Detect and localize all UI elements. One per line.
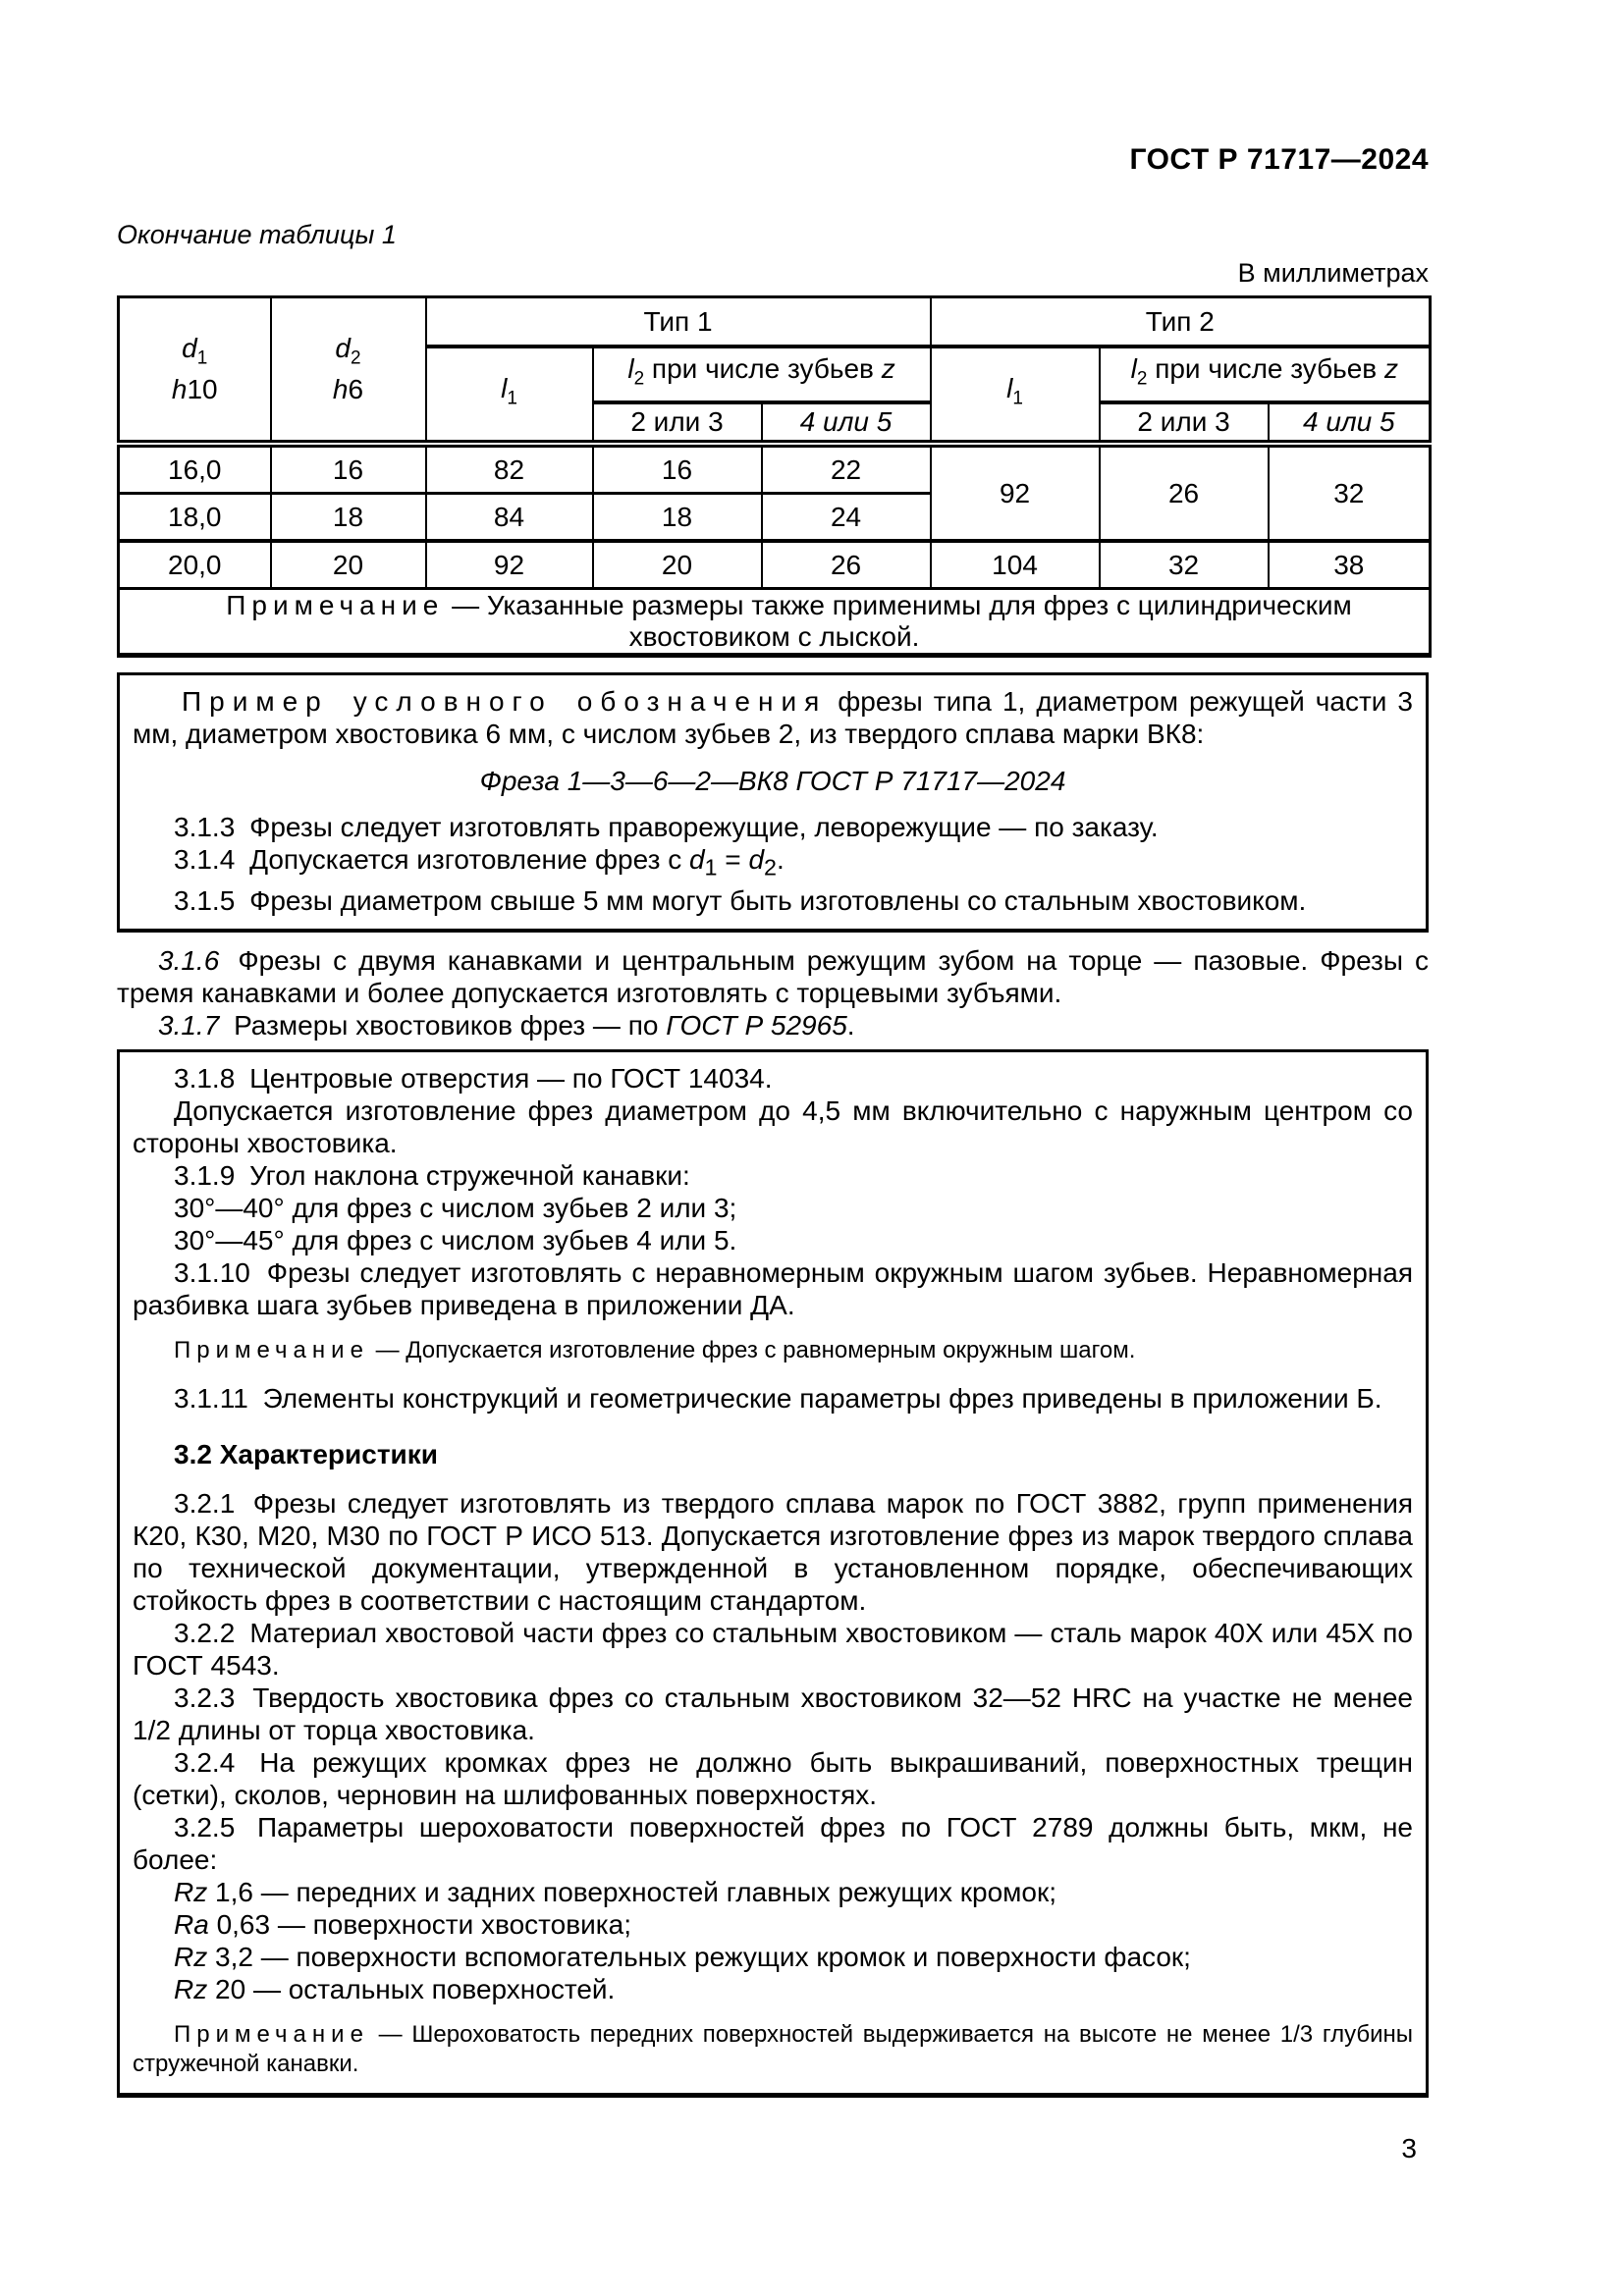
d2-symbol: $d_2$ (335, 332, 361, 369)
paragraph-3-2-4: 3.2.4 На режущих кромках фрез не должно быть выкрашиваний, поверхностных трещин (сетки), сколов, черновин на шлифованных поверхностях. (133, 1746, 1413, 1810)
roughness-item-2: Ra 0,63 — поверхности хвостовика; (174, 1908, 631, 1940)
header-cell-d1 (119, 297, 271, 445)
cell-t1-z23: 20 (593, 541, 762, 589)
dimensions-table (117, 295, 1432, 658)
cell-t2-l1-merged: 92 (931, 444, 1100, 541)
cell-t1-l1: 92 (426, 541, 593, 589)
paragraph-3-2-3: 3.2.3 Твердость хвостовика фрез со стальным хвостовиком 32—52 HRC на участке не менее 1/2 длины от торца хвостовика. (133, 1682, 1414, 1745)
cell-t2-l1: 104 (931, 541, 1100, 589)
roughness-item-1: Rz 1,6 — передних и задних поверхностей главных режущих кромок; (174, 1876, 1057, 1907)
page-number: 3 (1401, 2132, 1417, 2163)
roughness-item-3: Rz 3,2 — поверхности вспомогательных режущих кромок и поверхности фасок; (174, 1941, 1191, 1972)
paragraph-3-2-2: 3.2.2 Материал хвостовой части фрез со стальным хвостовиком — сталь марок 40Х или 45Х по ГОСТ 4543. (133, 1617, 1413, 1681)
cell-t2-z45-merged: 32 (1269, 444, 1431, 541)
paragraph-3-1-9: 3.1.9 Угол наклона стружечной канавки: (174, 1159, 690, 1191)
cell-t1-z45: 22 (762, 444, 931, 494)
d2-tolerance: h6 (332, 374, 364, 405)
paragraph-3-1-7: 3.1.7 Размеры хвостовиков фрез — по ГОСТ Р 52965. (158, 1009, 855, 1041)
cell-t2-z45: 38 (1269, 541, 1431, 589)
cell-d1: 20,0 (119, 541, 271, 589)
header-cell-teeth45-type2: 4 или 5 (1269, 402, 1431, 444)
table-note-row (119, 589, 1431, 656)
header-cell-teeth45-type1: 4 или 5 (762, 402, 931, 444)
paragraph-3-1-10: 3.1.10 Фрезы следует изготовлять с неравномерным окружным шагом зубьев. Неравномерная разбивка шага зубьев приведена в приложении ДА. (133, 1256, 1413, 1320)
cell-t2-z23-merged: 26 (1100, 444, 1269, 541)
table-header-row-1 (119, 297, 1431, 347)
paragraph-3-1-5: 3.1.5 Фрезы диаметром свыше 5 мм могут быть изготовлены со стальным хвостовиком. (174, 884, 1307, 916)
paragraph-3-1-8: 3.1.8 Центровые отверстия — по ГОСТ 14034. (174, 1062, 773, 1094)
cell-t1-z23: 18 (593, 494, 762, 542)
cell-d1: 18,0 (119, 494, 271, 542)
example-label: Пример условного обозначения (182, 686, 828, 717)
cell-t2-z23: 32 (1100, 541, 1269, 589)
paragraph-3-1-9-item-2: 30°—45° для фрез с числом зубьев 4 или 5. (174, 1224, 737, 1255)
d1-symbol: $d_1$ (182, 332, 208, 369)
header-cell-d2 (271, 297, 426, 445)
header-cell-teeth23-type1: 2 или 3 (593, 402, 762, 444)
paragraph-3-1-4: 3.1.4 Допускается изготовление фрез с $d_1 = d_2$. (174, 844, 785, 881)
paragraph-3-1-6: 3.1.6 Фрезы с двумя канавками и центральным режущим зубом на торце — пазовые. Фрезы с тремя канавками и более допускается изготовлять с торцевыми зубъями. (117, 944, 1430, 1008)
header-cell-teeth23-type2: 2 или 3 (1100, 402, 1269, 444)
cell-t1-z45: 26 (762, 541, 931, 589)
units-label: В миллиметрах (1237, 258, 1429, 288)
table-caption: Окончание таблицы 1 (117, 220, 397, 249)
cell-t1-l1: 82 (426, 444, 593, 494)
table-row-16 (119, 444, 1431, 494)
cell-d1: 16,0 (119, 444, 271, 494)
header-cell-l2-type1: $l_2$ при числе зубьев z (593, 347, 931, 402)
paragraph-3-1-9-item-1: 30°—40° для фрез с числом зубьев 2 или 3; (174, 1192, 737, 1223)
cell-t1-z45: 24 (762, 494, 931, 542)
note-label: Примечание (226, 590, 445, 620)
note-text: — Указанные размеры также применимы для фрез с цилиндрическим хвостовиком с лыской. (452, 590, 1352, 652)
paragraph-3-1-11: 3.1.11 Элементы конструкций и геометрические параметры фрез приведены в приложении Б. (174, 1382, 1382, 1414)
d1-tolerance: h10 (171, 374, 218, 405)
cell-d2: 16 (271, 444, 426, 494)
section-heading-3-2: 3.2 Характеристики (174, 1438, 438, 1469)
example-box (117, 672, 1429, 933)
paragraph-3-2-1: 3.2.1 Фрезы следует изготовлять из твердого сплава марок по ГОСТ 3882, групп применения К20, К30, М20, М30 по ГОСТ Р ИСО 513. Допускается изготовление фрез из марок твердого сплава по технической документации, утвержденной в установленном порядке, обеспечивающих стойкость фрез в соответствии с настоящим стандартом. (133, 1487, 1414, 1616)
example-text: фрезы типа 1, диаметром режущей части 3 мм, диаметром хвостовика 6 мм, с числом зубьев 2, из твердого сплава марки ВК8: (133, 686, 1413, 749)
page-content (117, 0, 1429, 2164)
requirements-box (117, 1049, 1429, 2098)
table-row-20 (119, 541, 1431, 589)
paragraph-3-1-3: 3.1.3 Фрезы следует изготовлять праворежущие, леворежущие — по заказу. (174, 812, 1159, 842)
roughness-item-4: Rz 20 — остальных поверхностей. (174, 1973, 616, 2004)
table-note (119, 589, 1431, 656)
note-roughness: Примечание — Шероховатость передних поверхностей выдерживается на высоте не менее 1/3 глубины стружечной канавки. (133, 2020, 1414, 2077)
header-cell-type2: Тип 2 (931, 297, 1431, 347)
paragraph-3-2-5: 3.2.5 Параметры шероховатости поверхностей фрез по ГОСТ 2789 должны быть, мкм, не более: (133, 1811, 1413, 1875)
header-cell-type1: Тип 1 (426, 297, 931, 347)
header-cell-l1-type2: $l_1$ (931, 347, 1100, 444)
note-uniform-pitch: Примечание — Допускается изготовление фрез с равномерным окружным шагом. (174, 1336, 1136, 1363)
between-boxes-text (117, 944, 1429, 1041)
designation-line: Фреза 1—3—6—2—ВК8 ГОСТ Р 71717—2024 (479, 766, 1066, 796)
cell-d2: 20 (271, 541, 426, 589)
doc-code: ГОСТ Р 71717—2024 (1129, 143, 1429, 176)
cell-t1-l1: 84 (426, 494, 593, 542)
paragraph-example (133, 685, 1413, 750)
header-cell-l2-type2: $l_2$ при числе зубьев z (1100, 347, 1431, 402)
header-cell-l1-type1: $l_1$ (426, 347, 593, 444)
cell-d2: 18 (271, 494, 426, 542)
paragraph-3-1-8-cont: Допускается изготовление фрез диаметром до 4,5 мм включительно с наружным центром со стороны хвостовика. (133, 1095, 1413, 1158)
cell-t1-z23: 16 (593, 444, 762, 494)
